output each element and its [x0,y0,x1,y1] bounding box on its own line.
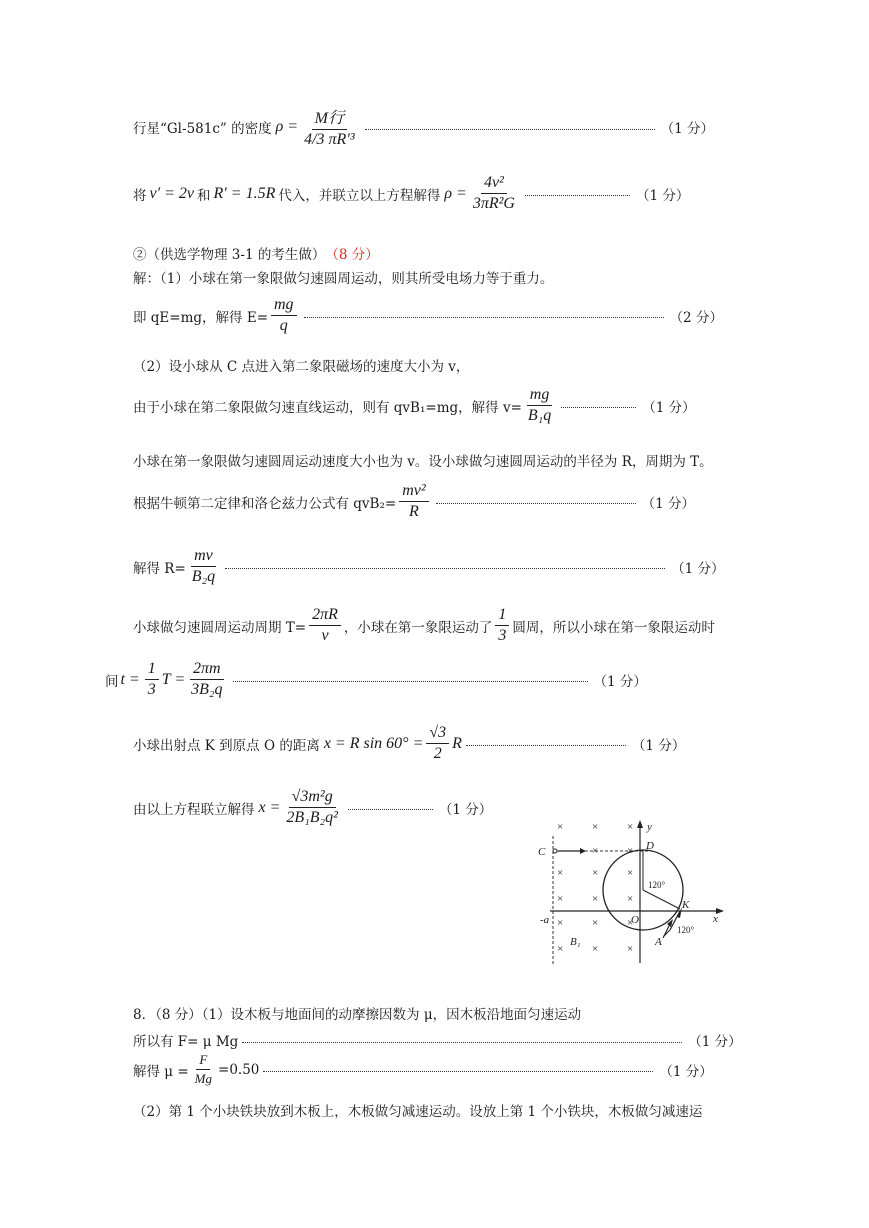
field-line: 即 qE=mg，解得 E= $\frac{mg}{q}$ （2 分） [133,296,723,334]
dot-leader [263,1071,653,1072]
dot-leader [525,195,630,196]
sqrt3-fraction: $\frac{√3}{2}$ [426,724,449,763]
svg-text:×: × [592,845,599,857]
dot-leader [304,317,664,318]
density-prefix: 行星“Gl-581c” 的密度 [133,121,272,137]
svg-text:×: × [627,917,634,929]
label-minus-a: -a [540,914,550,926]
section-title: ②（供选学物理 3-1 的考生做） （8 分） [133,243,379,263]
t-fraction: $\frac{2\pi R}{v}$ [309,606,341,645]
svg-text:×: × [592,867,599,879]
label-o: O [631,914,639,926]
v-fraction: $\frac{mg}{\text{B₁q}}$ [527,386,552,424]
time-line: 间 t = $\frac{1}{3}$ T = $\frac{2\pi m}{\text{3B₂q}}$ （1 分） [105,660,647,698]
label-x: x [713,913,718,925]
density-fraction: $\frac{\text{M行}}{\text{4/3 πR′³}}$ [301,105,358,149]
svg-text:×: × [627,867,634,879]
distance-line: 小球出射点 K 到原点 O 的距离 x = R sin 60° = $\frac{√3}{2}$ R （1 分） [133,724,686,762]
third-fraction: $\frac{1}{3}$ [495,606,509,645]
substitute-line: 将 v′ = 2v 和 R′ = 1.5R 代入，并联立以上方程解得 ρ = $\frac{\text{4v²}}{\text{3πR²G}}$ （1 分） [133,174,690,212]
period-line: 小球做匀速圆周运动周期 T= $\frac{2\pi R}{v}$ ，小球在第一象限运动了 $\frac{1}{3}$ 圆周，所以小球在第一象限运动时 [133,606,715,644]
label-y: y [647,821,652,833]
arrow-icon [580,848,586,854]
density-line [133,105,714,149]
velocity-intro: （2）设小球从 C 点进入第二象限磁场的速度大小为 v， [133,359,470,375]
dot-leader [225,568,665,569]
svg-text:×: × [627,943,634,955]
svg-text:×: × [557,893,564,905]
final-x-line: 由以上方程联立解得 x = $\frac{\text{√3m²g}}{\text{2B₁B₂q²}}$ （1 分） [133,788,493,826]
r-prime-eq: R′ = 1.5R [213,184,276,202]
label-k: K [682,899,690,911]
q8-line2: 所以有 F= μ Mg （1 分） [133,1034,742,1050]
dot-leader [233,681,588,682]
svg-text:×: × [592,943,599,955]
label-a: A [655,936,662,948]
velocity-line: 由于小球在第二象限做匀速直线运动，则有 qvB₁=mg，解得 v= $\frac{mg}{\text{B₁q}}$ （1 分） [133,386,696,424]
svg-text:×: × [592,917,599,929]
final-x-fraction: $\frac{\text{√3m²g}}{\text{2B₁B₂q²}}$ [286,788,338,826]
v-prime-eq: v′ = 2v [149,184,194,202]
svg-text:×: × [592,821,599,833]
time-fraction: $\frac{2\pi m}{\text{3B₂q}}$ [191,660,223,698]
svg-text:×: × [627,893,634,905]
dot-leader [365,129,655,130]
newton-line: 根据牛顿第二定律和洛仑兹力公式有 qvB₂= $\frac{\text{mv²}}{R}$ （1 分） [133,482,696,520]
lorentz-fraction: $\frac{\text{mv²}}{R}$ [399,482,428,521]
label-c: C [538,846,546,858]
svg-text:×: × [627,821,634,833]
dot-leader [436,503,636,504]
mu-fraction: $\frac{F}{Mg}$ [194,1052,213,1086]
svg-text:×: × [592,893,599,905]
svg-text:×: × [557,943,564,955]
solution-intro: 解：（1）小球在第一象限做匀速圆周运动，则其所受电场力等于重力。 [133,271,554,287]
r-fraction: $\frac{mv}{\text{B₂q}}$ [191,547,216,585]
svg-text:×: × [557,867,564,879]
circular-motion-intro: 小球在第一象限做匀速圆周运动速度大小也为 v。设小球做匀速圆周运动的半径为 R，周期为 T。 [133,454,713,470]
q8-line1: 8．（8 分）（1）设木板与地面间的动摩擦因数为 μ，因木板沿地面匀速运动 [133,1007,582,1023]
angle-label: 120° [648,880,666,890]
section-score: （8 分） [325,247,379,263]
magnetic-field-diagram [530,818,730,968]
q8-line3: 解得 μ = $\frac{F}{Mg}$ =0.50 （1 分） [133,1052,713,1086]
points: （1 分） [660,121,714,137]
dot-leader [242,1042,682,1043]
point-c [553,849,557,853]
e-fraction: $\frac{mg}{q}$ [271,296,297,335]
label-d: D [646,840,654,852]
label-b1: B₁ [570,936,581,948]
radius-line: 解得 R= $\frac{mv}{\text{B₂q}}$ （1 分） [133,547,725,585]
q8-line4: （2）第 1 个小块铁块放到木板上，木板做匀减速运动。设放上第 1 个小铁块，木板做匀减速运 [133,1104,703,1120]
svg-text:×: × [557,917,564,929]
svg-text:×: × [627,845,634,857]
one-third-fraction: $\frac{1}{3}$ [145,660,159,699]
angle-label-2: 120° [677,925,695,935]
field-cross: × [557,821,564,833]
rho-symbol: ρ = [275,118,299,135]
dot-leader [348,809,433,810]
dot-leader [561,407,636,408]
dot-leader [466,745,626,746]
y-arrow-icon [637,820,643,828]
density-result-fraction: $\frac{\text{4v²}}{\text{3πR²G}}$ [472,174,515,212]
